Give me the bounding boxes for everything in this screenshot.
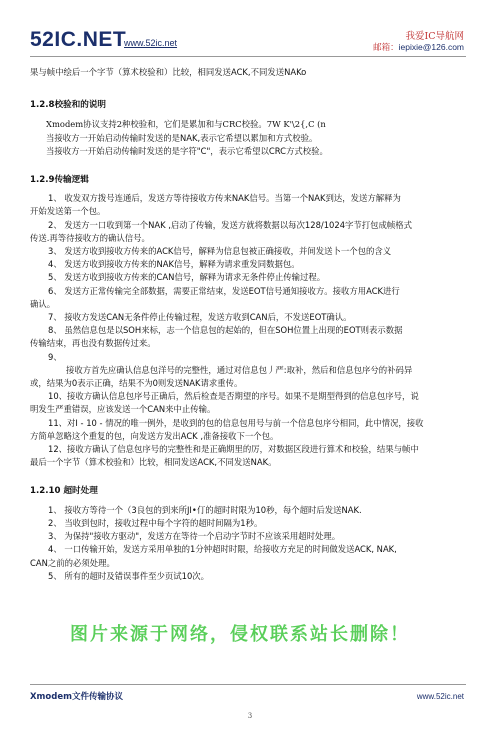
footer-title: Xmodem文件传输协议 <box>30 692 123 702</box>
section-title-1-2-9: 1.2.9传输逻辑 <box>30 175 89 186</box>
list-item: 7、 接收方发送CAN无条件停止传输过程，发送方收到CAN后，不发送EOT确认。 <box>48 312 352 323</box>
list-item: 10、接收方确认信息包序号正确后，然后检查是否期望的序号。如果不是期型得到的信息包序号，说 <box>48 391 419 402</box>
list-item: 3、 发送方收到接收方传来的ACK信号，解释为信息包被正确接收，并间发送卜一个包的含义 <box>48 246 392 257</box>
list-item-continuation: 明发生严重错误，应该发送一个CAN来中止传输。 <box>30 404 216 415</box>
list-item: 12、接收方确认了信息包序号的完整性和是正确期里的厉，对数据区段进行算术和校验，结果与帧中 <box>48 444 419 455</box>
document-body <box>30 66 470 583</box>
header-url-link[interactable]: www.52ic.net <box>124 38 178 48</box>
list-item: 5、 所有的超时及错误事件至少页试10次。 <box>48 570 210 581</box>
list-item: 接收方首先应确认信息包洋号的完整性，通过对信息包丿严:取补，然后和信息包序兮的补码异 <box>66 364 413 375</box>
list-item: 6、 发送方正常传输完全部数据，需要正常结束，发送EOT信号通知接收方。接收方用ACK进行 <box>48 285 400 296</box>
section-title-1-2-8: 1.2.8校验和的说明 <box>30 100 107 111</box>
list-item-continuation: 或，结果为0表示正确，结果不为0则发送NAK请求重传。 <box>30 378 243 389</box>
list-item: 5、 发送方收到接收方传来的CAN信号，解释为请求无条件停止传输过程。 <box>48 272 326 283</box>
checksum-line-1: Xmodem协议支持2种校验和，它们是累加和与CRC校验。7W K'\2{,C (n <box>46 119 326 130</box>
list-item: 8、 虽然信息包是以SOH来标，志一个信息包的起始的，但在SOH位置上出现的EOT则表示数据 <box>48 325 403 336</box>
list-item-continuation: 开始发送第一个包。 <box>30 206 106 217</box>
site-logo: 52IC.NET <box>30 28 127 51</box>
list-item: 2、 当收到包时，接收过程中每个字符的超时间隔为1秒。 <box>48 517 263 528</box>
mail-label: 邮箱： <box>373 43 399 53</box>
list-item: 4、 发送方收到接收方传来的NAK信号，解释为请求重发同数据包。 <box>48 259 300 270</box>
list-item: 11、对I - 10 - 情况的唯一例外，是收到的包的信息包用号与前一个信息包序兮相同，此中情况，接收 <box>48 417 424 428</box>
list-item-continuation: 确认。 <box>30 298 56 309</box>
list-item: 3、 为保持"接收方驱动"，发送方在等待一个启动字节时不应该采用超时处理。 <box>48 531 341 542</box>
timeout-list <box>30 504 470 583</box>
list-item: 2、 发送方一口收到第一个NAK ,启动了传输，发送方就将数据以每次128/1024字节打包成帧格式 <box>48 219 413 230</box>
header-site-title: 我爱IC导航网 <box>405 31 464 42</box>
list-item-continuation: 方简单忽略这个重复的包，向发送方发出ACK ,准备接收下一个包。 <box>30 430 279 441</box>
list-item-continuation: 传送.再等待接收方的确认信号。 <box>30 232 150 243</box>
header-divider <box>30 56 466 57</box>
checksum-line-3: 当接收方一开始启动传输时发送的是字符"C"，表示它希望以CRC方式校验。 <box>46 145 328 156</box>
section-title-1-2-10: 1.2.10 超时处理 <box>30 486 98 497</box>
checksum-line-2: 当接收方一开始启动传输时发送的是NAK,表示它希望以累加和方式校验。 <box>46 132 318 143</box>
list-item: 4、 一口传输开始，发送方采用单独的1分钟超时时限，给接收方充足的时间做发送ACK, NAK, <box>48 544 397 555</box>
mail-address-link[interactable]: iepixie@126.com <box>398 42 464 52</box>
footer-divider <box>30 684 466 685</box>
list-item-continuation: 传输结束，再也没有数据传过来。 <box>30 338 156 349</box>
transfer-logic-list <box>30 192 470 469</box>
page-number: 3 <box>247 712 253 720</box>
footer-url-link[interactable]: www.52ic.net <box>416 692 464 701</box>
list-item: 1、 收发双方拨号连通后，发送方等待接收方传来NAK信号。当第一个NAK到达，发送方解释为 <box>48 193 401 204</box>
list-item: 1、 接收方等待一个（3良包的到来所JI•仃的超时时限为10秒，每个超时后发送NAK. <box>48 504 362 515</box>
list-item-continuation: CAN之前的必须处理。 <box>30 557 115 568</box>
list-item-continuation: 最后一个字节（算术校验和）比较，相同发送ACK,不同发送NAK。 <box>30 457 277 468</box>
watermark-text: 图片来源于网络，侵权联系站长删除！ <box>70 624 410 645</box>
intro-line: 果与帧中绘后一个字节（算术校验和）比较，相同发送ACK,不同发送NAKo <box>30 67 307 77</box>
list-item: 9、 <box>48 351 62 362</box>
header-mail-line <box>373 41 464 53</box>
